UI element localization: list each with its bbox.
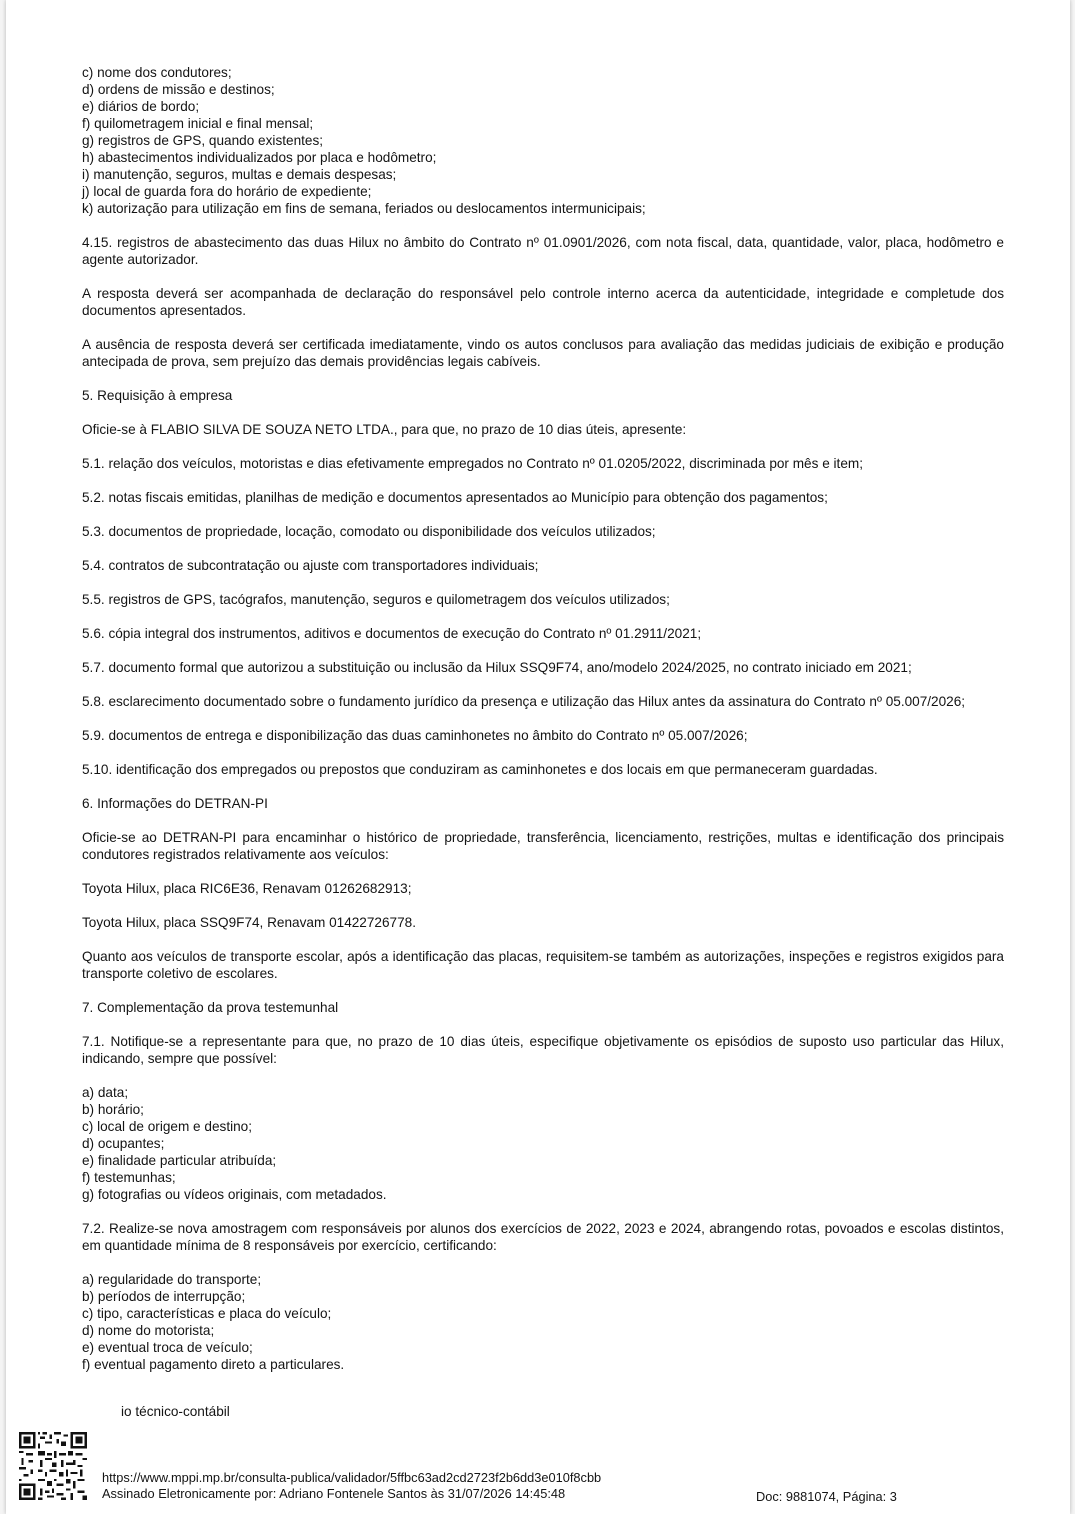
list-item: k) autorização para utilização em fins de semana, feriados ou deslocamentos intermunicipais;: [82, 201, 646, 216]
document-body: [82, 64, 1004, 1373]
section-heading-5: 5. Requisição à empresa: [82, 388, 233, 403]
paragraph-4-15: 4.15. registros de abastecimento das duas Hilux no âmbito do Contrato nº 01.0901/2026, com nota fiscal, data, quantidade, valor, placa, hodômetro e agente autorizador.: [82, 235, 1004, 267]
doc-page-number: Doc: 9881074, Página: 3: [756, 1489, 897, 1504]
list-item: g) registros de GPS, quando existentes;: [82, 133, 324, 148]
item-5-2: 5.2. notas fiscais emitidas, planilhas de medição e documentos apresentados ao Município para obtenção dos pagamentos;: [82, 490, 828, 505]
list-item: j) local de guarda fora do horário de expediente;: [82, 184, 372, 199]
vehicle-item: Toyota Hilux, placa SSQ9F74, Renavam 01422726778.: [82, 915, 417, 930]
list-item: a) regularidade do transporte;: [82, 1272, 262, 1287]
item-5-8: 5.8. esclarecimento documentado sobre o fundamento jurídico da presença e utilização das Hilux antes da assinatura do Contrato nº 05.007/2026;: [82, 694, 966, 709]
list-item: h) abastecimentos individualizados por placa e hodômetro;: [82, 150, 437, 165]
item-5-9: 5.9. documentos de entrega e disponibilização das duas caminhonetes no âmbito do Contrato nº 05.007/2026;: [82, 728, 748, 743]
list-item: e) finalidade particular atribuída;: [82, 1153, 277, 1168]
list-item: i) manutenção, seguros, multas e demais despesas;: [82, 167, 397, 182]
item-5-6: 5.6. cópia integral dos instrumentos, aditivos e documentos de execução do Contrato nº 01.2911/2021;: [82, 626, 702, 641]
list-item: f) quilometragem inicial e final mensal;: [82, 116, 314, 131]
list-item: e) eventual troca de veículo;: [82, 1340, 253, 1355]
qr-code-icon: [19, 1432, 87, 1500]
paragraph-6-intro: Oficie-se ao DETRAN-PI para encaminhar o histórico de propriedade, transferência, licenciamento, restrições, multas e identificação dos principais condutores registrados relativamente aos veículos:: [82, 830, 1004, 862]
item-5-4: 5.4. contratos de subcontratação ou ajuste com transportadores individuais;: [82, 558, 539, 573]
list-item: g) fotografias ou vídeos originais, com metadados.: [82, 1187, 387, 1202]
list-item: a) data;: [82, 1085, 129, 1100]
section-heading-7: 7. Complementação da prova testemunhal: [82, 1000, 339, 1015]
paragraph-7-2: 7.2. Realize-se nova amostragem com responsáveis por alunos dos exercícios de 2022, 2023 e 2024, abrangendo rotas, povoados e escolas distintos, em quantidade mínima de 8 responsáveis por exercício, certificando:: [82, 1221, 1004, 1253]
list-item: d) ordens de missão e destinos;: [82, 82, 275, 97]
section-heading-6: 6. Informações do DETRAN-PI: [82, 796, 268, 811]
item-5-3: 5.3. documentos de propriedade, locação, comodato ou disponibilidade dos veículos utilizados;: [82, 524, 656, 539]
item-5-7: 5.7. documento formal que autorizou a substituição ou inclusão da Hilux SSQ9F74, ano/modelo 2024/2025, no contrato iniciado em 2021;: [82, 660, 912, 675]
paragraph-5-intro: Oficie-se à FLABIO SILVA DE SOUZA NETO LTDA., para que, no prazo de 10 dias úteis, apresente:: [82, 422, 687, 437]
list-item: d) nome do motorista;: [82, 1323, 215, 1338]
validation-url[interactable]: https://www.mppi.mp.br/consulta-publica/validador/5ffbc63ad2cd2723f2b6dd3e010f8cbb: [102, 1470, 602, 1485]
list-item: d) ocupantes;: [82, 1136, 165, 1151]
item-5-1: 5.1. relação dos veículos, motoristas e dias efetivamente empregados no Contrato nº 01.0205/2022, discriminada por mês e item;: [82, 456, 863, 471]
paragraph-6-escolar: Quanto aos veículos de transporte escolar, após a identificação das placas, requisitem-se também as autorizações, inspeções e registros exigidos para transporte coletivo de escolares.: [82, 949, 1004, 981]
list-item: b) horário;: [82, 1102, 144, 1117]
list-item: c) tipo, características e placa do veículo;: [82, 1306, 332, 1321]
list-7-2: [82, 1271, 1004, 1373]
signature-line: Assinado Eletronicamente por: Adriano Fontenele Santos às 31/07/2026 14:45:48: [102, 1486, 566, 1501]
list-item: e) diários de bordo;: [82, 99, 200, 114]
section-fragment: io técnico-contábil: [121, 1404, 230, 1419]
list-c-to-k: [82, 64, 1004, 217]
item-5-5: 5.5. registros de GPS, tacógrafos, manutenção, seguros e quilometragem dos veículos utilizados;: [82, 592, 670, 607]
item-5-10: 5.10. identificação dos empregados ou prepostos que conduziram as caminhonetes e dos locais em que permaneceram guardadas.: [82, 762, 878, 777]
paragraph-7-1: 7.1. Notifique-se a representante para que, no prazo de 10 dias úteis, especifique objetivamente os episódios de suposto uso particular das Hilux, indicando, sempre que possível:: [82, 1034, 1004, 1066]
document-page: [6, 0, 1070, 1514]
list-item: f) eventual pagamento direto a particulares.: [82, 1357, 345, 1372]
list-item: f) testemunhas;: [82, 1170, 176, 1185]
list-7-1: [82, 1084, 1004, 1203]
list-item: c) local de origem e destino;: [82, 1119, 253, 1134]
list-item: b) períodos de interrupção;: [82, 1289, 246, 1304]
list-item: c) nome dos condutores;: [82, 65, 232, 80]
paragraph-ausencia: A ausência de resposta deverá ser certificada imediatamente, vindo os autos conclusos para avaliação das medidas judiciais de exibição e produção antecipada de prova, sem prejuízo das demais providências legais cabíveis.: [82, 337, 1004, 369]
paragraph-resposta: A resposta deverá ser acompanhada de declaração do responsável pelo controle interno acerca da autenticidade, integridade e completude dos documentos apresentados.: [82, 286, 1004, 318]
vehicle-item: Toyota Hilux, placa RIC6E36, Renavam 01262682913;: [82, 881, 412, 896]
